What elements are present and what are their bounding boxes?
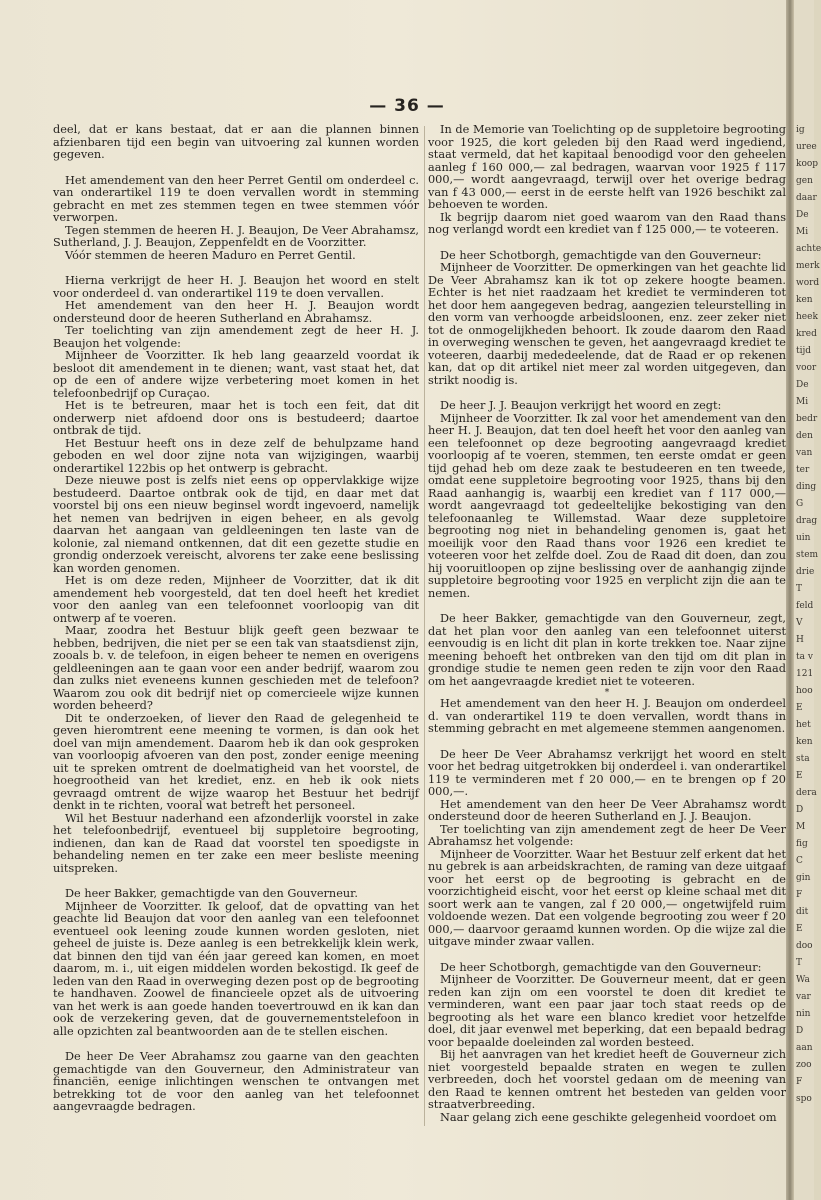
- next-page-fragment: feld: [796, 601, 814, 611]
- next-page-fragment: fig: [796, 839, 808, 849]
- next-page-fragment: heek: [796, 312, 818, 322]
- next-page-fragment: De: [796, 210, 809, 220]
- next-page-fragment: D: [796, 1026, 804, 1036]
- speaker-heading: De heer Bakker, gemachtigde van den Gouverneur.: [65, 887, 358, 900]
- paragraph: Het amendement van den heer H. J. Beaujon wordt ondersteund door de heeren Sutherland en Abrahamsz.: [53, 299, 419, 325]
- paragraph: Dit te onderzoeken, of liever den Raad de gelegenheid te geven hieromtrent eene meening te vormen, is dan ook het doel van mijn amendement. Daarom heb ik dan ook gesproken van voorloopig afvoeren van den post, zonder eenige meening uit te spreken omtrent de doelmatigheid van het voorstel, de hoegrootheid van het krediet, enz. en heb ik ook niets gevraagd omtrent de wijze waarop het Bestuur het bedrijf denkt in te richten, vooral wat betreft het personeel.: [53, 711, 419, 812]
- next-page-fragment: sta: [796, 754, 810, 764]
- next-page-fragment: Mi: [796, 397, 809, 407]
- next-page-fragment: nin: [796, 1009, 811, 1019]
- paragraph: Ter toelichting van zijn amendement zegt de heer De Veer Abrahamsz het volgende:: [428, 822, 786, 848]
- next-page-fragment: V: [796, 618, 803, 628]
- paragraph: De heer De Veer Abrahamsz verkrijgt het woord en stelt voor het bedrag uitgetrokken bij onderdeel i. van onderartikel 119 te verminderen met f 20 000,— en te brengen op f 20 000,—.: [428, 747, 786, 798]
- next-page-fragment: G: [796, 499, 804, 509]
- paragraph: Ter toelichting van zijn amendement zegt de heer H. J. Beaujon het volgende:: [53, 324, 419, 350]
- paragraph: Het is te betreuren, maar het is toch een feit, dat dit onderwerp niet afdoend door ons is bestudeerd; daartoe ontbrak de tijd.: [53, 399, 419, 437]
- next-page-fragment: spo: [796, 1094, 812, 1104]
- next-page-fragment: ken: [796, 737, 813, 747]
- next-page-fragment: E: [796, 703, 803, 713]
- next-page-fragment: zoo: [796, 1060, 812, 1070]
- next-page-fragment: bedr: [796, 414, 818, 424]
- next-page-fragment: Wa: [796, 975, 810, 985]
- left-column: [53, 124, 419, 1114]
- paragraph: Tegen stemmen de heeren H. J. Beaujon, De Veer Abrahamsz, Sutherland, J. J. Beaujon, Zeppenfeldt en de Voorzitter.: [53, 223, 419, 249]
- speaker-heading: De heer Schotborgh, gemachtigde van den Gouverneur:: [440, 960, 762, 974]
- next-page-fragment: kred: [796, 329, 817, 339]
- next-page-fragment: koop: [796, 159, 819, 169]
- next-page-fragment: voor: [796, 363, 817, 373]
- next-page-fragment: achte: [796, 244, 821, 254]
- next-page-fragment: uree: [796, 142, 817, 152]
- column-divider: [424, 126, 425, 1126]
- next-page-fragment: ta v: [796, 652, 813, 662]
- paragraph: Vóór stemmen de heeren Maduro en Perret Gentil.: [65, 248, 356, 262]
- next-page-fragment: drie: [796, 567, 815, 577]
- paragraph: Het amendement van den heer Perret Gentil om onderdeel c. van onderartikel 119 te doen vervallen wordt in stemming gebracht en met zes stemmen tegen en twee stemmen vóór verworpen.: [53, 173, 419, 224]
- next-page-fragment: var: [796, 992, 811, 1002]
- next-page-fragment: T: [796, 958, 803, 968]
- paragraph: Mijnheer de Voorzitter. Ik geloof, dat de opvatting van het geachte lid Beaujon dat voor den aanleg van een telefoonnet eventueel ook leening zoude kunnen worden gesloten, niet geheel de juiste is. Deze aanleg is een betrekkelijk klein werk, dat binnen den tijd van één jaar gereed kan komen, en moet daarom, m. i., uit eigen middelen worden bekostigd. Ik geef de leden van den Raad in overweging dezen post op de begrooting te handhaven. Zoowel de financieele opzet als de uitvoering van het werk is aan goede handen toevertrouwd en ik kan dan ook de verzekering geven, dat de gouvernementstelefoon in alle opzichten zal beantwoorden aan de te stellen eischen.: [53, 899, 419, 1038]
- paragraph: Wil het Bestuur naderhand een afzonderlijk voorstel in zake het telefoonbedrijf, eventueel bij suppletoire begrooting, indienen, dan kan de Raad dat voorstel ten spoedigste in behandeling nemen en ter zake een meer besliste meening uitspreken.: [53, 811, 419, 875]
- next-page-fragment: De: [796, 380, 809, 390]
- next-page-fragment: ken: [796, 295, 813, 305]
- speaker-heading: De heer Schotborgh, gemachtigde van den Gouverneur:: [440, 248, 762, 262]
- next-page-fragment: het: [796, 720, 811, 730]
- paragraph: Mijnheer de Voorzitter. Waar het Bestuur zelf erkent dat het nu gebrek is aan arbeidskrachten, de raming van deze uitgaaf voor het eerst op de begrooting is gebracht en de voorzichtigheid eischt, voor het eerst op kleine schaal met dit soort werk aan te vangen, zal f 20 000,— ongetwijfeld ruim voldoende wezen. Dat een volgende begrooting zou weer f 20 000,— daarvoor geraamd kunnen worden. Op die wijze zal die uitgave minder zwaar vallen.: [428, 847, 786, 948]
- paragraph: Mijnheer de Voorzitter. De opmerkingen van het geachte lid De Veer Abrahamsz kan ik tot op zekere hoogte beamen. Echter is het niet raadzaam het krediet te verminderen tot het door hem aangegeven bedrag, aangezien teleurstelling in den vorm van verhoogde arbeidsloonen, enz. zeer zeker niet tot de onmogelijkheden behoort. Ik zoude daarom den Raad in overweging wenschen te geven, het aangevraagd krediet te voteeren, daarbij mededeelende, dat de Raad er op rekenen kan, dat op dit artikel niet meer zal worden uitgegeven, dan strikt noodig is.: [428, 261, 786, 387]
- next-page-edge: [794, 0, 821, 1200]
- next-page-fragment: van: [796, 448, 813, 458]
- page-number: — 36 —: [369, 96, 445, 116]
- next-page-fragment: drag: [796, 516, 818, 526]
- paragraph: Het Bestuur heeft ons in deze zelf de behulpzame hand geboden en wel door zijne nota van wijzigingen, waarbij onderartikel 122bis op het ontwerp is gebracht.: [53, 436, 419, 475]
- next-page-fragment: dit: [796, 907, 809, 917]
- speaker-heading: De heer J. J. Beaujon verkrijgt het woord en zegt:: [440, 399, 722, 412]
- next-page-fragment: hoo: [796, 686, 813, 696]
- next-page-fragment: 121: [796, 669, 814, 679]
- paragraph: Het is om deze reden, Mijnheer de Voorzitter, dat ik dit amendement heb voorgesteld, dat ten doel heeft het krediet voor den aanleg van een telefoonnet voorloopig van dit ontwerp af te voeren.: [53, 574, 419, 625]
- next-page-fragment: F: [796, 890, 803, 900]
- next-page-fragment: ter: [796, 465, 810, 475]
- page-fold: [786, 0, 794, 1200]
- paragraph: Hierna verkrijgt de heer H. J. Beaujon het woord en stelt voor onderdeel d. van onderartikel 119 te doen vervallen.: [53, 274, 419, 300]
- paragraph: deel, dat er kans bestaat, dat er aan die plannen binnen afzienbaren tijd een begin van uitvoering zal kunnen worden gegeven.: [53, 123, 419, 161]
- next-page-fragment: doo: [796, 941, 813, 951]
- separator-mark: *: [604, 688, 610, 698]
- next-page-fragment: E: [796, 924, 803, 934]
- next-page-fragment: D: [796, 805, 804, 815]
- paragraph: Ik begrijp daarom niet goed waarom van den Raad thans nog verlangd wordt een krediet van f 125 000,— te voteeren.: [428, 210, 786, 236]
- paragraph: De heer De Veer Abrahamsz zou gaarne van den geachten gemachtigde van den Gouverneur, den Administrateur van financiën, eenige inlichtingen wenschen te ontvangen met betrekking tot de voor den aanleg van het telefoonnet aangevraagde bedragen.: [53, 1050, 419, 1113]
- next-page-fragment: tijd: [796, 346, 812, 356]
- next-page-fragment: H: [796, 635, 804, 645]
- paragraph: Mijnheer de Voorzitter. Ik heb lang geaarzeld voordat ik besloot dit amendement in te dienen; want, vast staat het, dat op de een of andere wijze verbetering moet komen in het telefoonbedrijf op Curaçao.: [53, 349, 419, 400]
- next-page-fragment: dera: [796, 788, 817, 798]
- next-page-fragment: T: [796, 584, 803, 594]
- next-page-fragment: merk: [796, 261, 820, 271]
- paragraph: Mijnheer de Voorzitter. Ik zal voor het amendement van den heer H. J. Beaujon, dat ten doel heeft het voor den aanleg van een telefoonnet op deze begrooting aangevraagd krediet voorloopig af te voeren, stemmen, ten eerste omdat er geen tijd gehad heb om deze zaak te bestudeeren en ten tweede, omdat eene suppletoire begrooting voor 1925, thans bij den Raad aanhangig is, waarbij een krediet van f 117 000,— wordt aangevraagd tot gedeeltelijke bekostiging van den telefoonaanleg te Willemstad. Waar deze suppletoire begrooting nog niet in behandeling genomen is, gaat het moeilijk voor den Raad thans voor 1926 een krediet te voteeren voor het zelfde doel. Zou de Raad dit doen, dan zou hij vooruitloopen op zijne beslissing over de aanhangig zijnde suppletoire begrooting voor 1925 en verplicht zijn die aan te nemen.: [428, 411, 786, 600]
- next-page-fragment: daar: [796, 193, 817, 203]
- next-page-fragment: C: [796, 856, 803, 866]
- paragraph: Het amendement van den heer H. J. Beaujon om onderdeel d. van onderartikel 119 te doen vervallen, wordt thans in stemming gebracht en met algemeene stemmen aangenomen.: [428, 697, 786, 735]
- next-page-fragment: word: [796, 278, 820, 288]
- paragraph: Het amendement van den heer De Veer Abrahamsz wordt ondersteund door de heeren Sutherland en J. J. Beaujon.: [428, 797, 786, 823]
- paragraph: In de Memorie van Toelichting op de suppletoire begrooting voor 1925, die kort geleden bij den Raad werd ingediend, staat vermeld, dat het kapitaal benoodigd voor den geheelen aanleg f 160 000,— zal bedragen, waarvan voor 1925 f 117 000,— wordt aangevraagd, terwijl over het overige bedrag van f 43 000,— eerst in de eerste helft van 1926 beschikt zal behoeven te worden.: [428, 123, 786, 211]
- next-page-fragment: aan: [796, 1043, 813, 1053]
- paragraph: Mijnheer de Voorzitter. De Gouverneur meent, dat er geen reden kan zijn om een voorstel te doen dit krediet te verminderen, want een paar jaar toch staat reeds op de begrooting als het ware een blanco krediet voor hetzelfde doel, dit jaar evenwel met beperking, dat een bepaald bedrag voor bepaalde doeleinden zal worden besteed.: [428, 973, 786, 1049]
- next-page-fragment: ding: [796, 482, 817, 492]
- next-page-fragment: M: [796, 822, 806, 832]
- next-page-fragment: F: [796, 1077, 803, 1087]
- next-page-fragment: E: [796, 771, 803, 781]
- paragraph: Maar, zoodra het Bestuur blijk geeft geen bezwaar te hebben, bedrijven, die niet per se een tak van staatsdienst zijn, zooals b. v. de telefoon, in eigen beheer te nemen en overigens geldleeningen aan te gaan voor een ander bedrijf, waarom zou dan zulks niet eveneens kunnen geschieden met de telefoon? Waarom zou ook dit bedrijf niet op comercieele wijze kunnen worden beheerd?: [53, 624, 419, 712]
- paragraph: De heer Bakker, gemachtigde van den Gouverneur, zegt, dat het plan voor den aanleg van een telefoonnet uiterst eenvoudig is en licht dit plan in korte trekken toe. Naar zijne meening behoeft het ontbreken van den tijd om dit plan in grondige studie te nemen geen reden te zijn voor den Raad om het aangevraagde krediet niet te voteeren.: [428, 612, 786, 688]
- next-page-fragment: gen: [796, 176, 813, 186]
- paragraph: Naar gelang zich eene geschikte gelegenheid voordoet om: [440, 1110, 777, 1124]
- next-page-fragment: Mi: [796, 227, 809, 237]
- next-page-fragment: den: [796, 431, 813, 441]
- right-column: [428, 124, 786, 1124]
- next-page-fragment: gin: [796, 873, 811, 883]
- next-page-fragment: ig: [796, 125, 805, 135]
- paragraph: Bij het aanvragen van het krediet heeft de Gouverneur zich niet voorgesteld bepaalde straten en wegen te zullen verbreeden, doch het voorstel gedaan om de meening van den Raad te kennen omtrent het besteden van gelden voor straatverbreeding.: [428, 1048, 786, 1111]
- paragraph: Deze nieuwe post is zelfs niet eens op oppervlakkige wijze bestudeerd. Daartoe ontbrak ook de tijd, en daar met dat voorstel bij ons een nieuw beginsel wordt ingevoerd, namelijk het nemen van bedrijven in eigen beheer, en als gevolg daarvan het aangaan van geldleeningen ten laste van de kolonie, zal niemand ontkennen, dat dit een gezette studie en grondig onderzoek vereischt, alvorens ter zake eene beslissing kan worden genomen.: [53, 474, 419, 575]
- next-page-fragment: uin: [796, 533, 811, 543]
- next-page-fragment: stem: [796, 550, 819, 560]
